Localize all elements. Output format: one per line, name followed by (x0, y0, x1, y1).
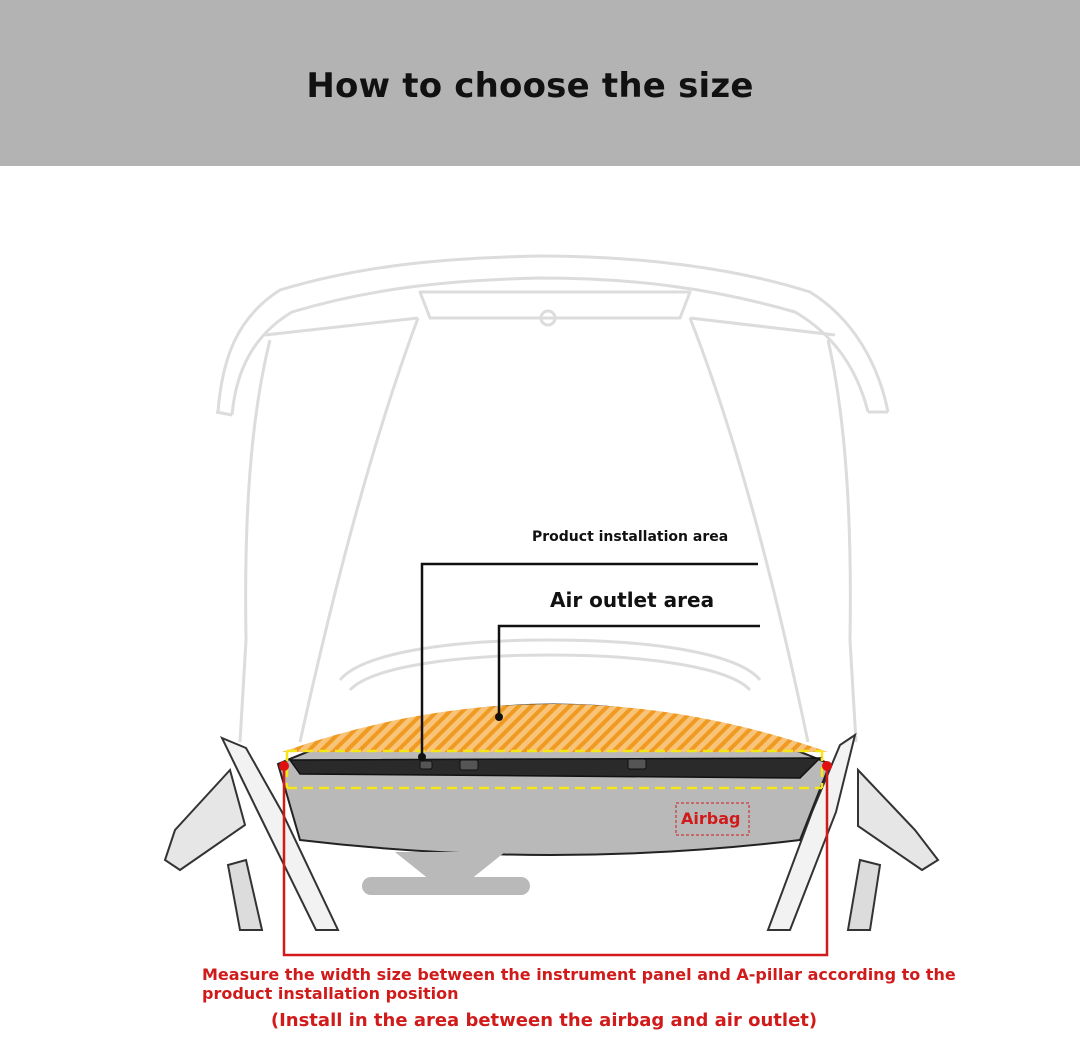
measure-point-left (279, 761, 289, 771)
air-outlet-area-label: Air outlet area (550, 588, 715, 612)
page-title: How to choose the size (306, 66, 754, 106)
measure-instruction: Measure the width size between the instrument panel and A-pillar according to the product installation position (202, 965, 956, 1003)
leader-dot-install (418, 753, 426, 761)
car-outline (216, 256, 888, 742)
leader-dot-outlet (495, 713, 503, 721)
measure-point-right (822, 761, 832, 771)
airbag-label: Airbag (681, 809, 741, 828)
air-outlet-hatch (282, 704, 828, 752)
rearview-mirror (362, 877, 530, 895)
install-instruction: (Install in the area between the airbag and air outlet) (270, 1010, 818, 1031)
product-bar (290, 758, 820, 778)
center-console (395, 852, 505, 880)
product-installation-area-label: Product installation area (532, 529, 729, 545)
